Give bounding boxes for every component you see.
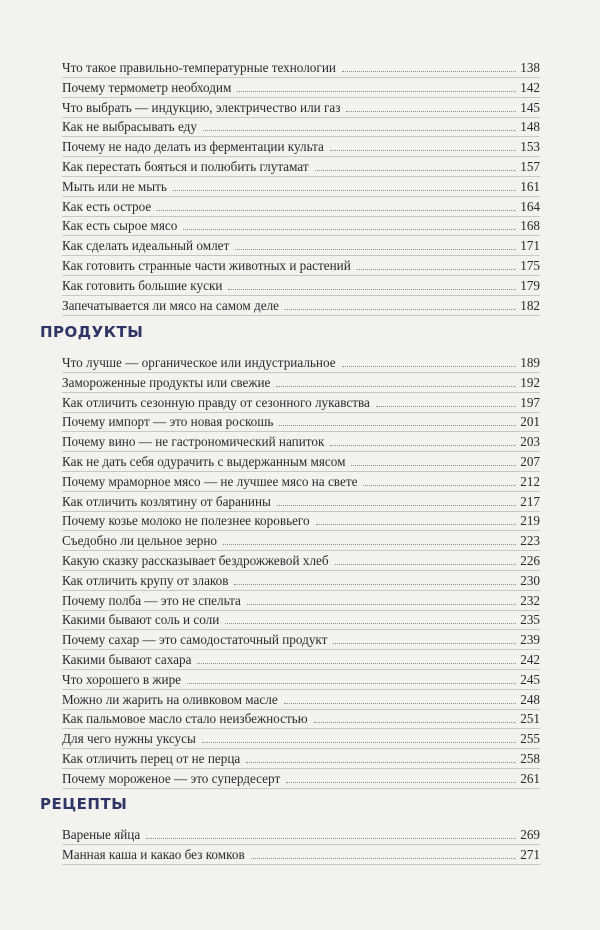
entry-title: Как пальмовое масло стало неизбежностью	[62, 711, 308, 727]
entry-title: Что выбрать — индукцию, электричество или газ	[62, 99, 341, 115]
entry-title: Какими бывают сахара	[62, 652, 192, 667]
toc-entry[interactable]	[62, 668, 540, 688]
page-number: 179	[520, 277, 540, 293]
dot-leader	[330, 445, 516, 446]
toc-entry[interactable]	[62, 294, 540, 314]
dot-leader	[235, 249, 516, 250]
entry-title: Как отличить крупу от злаков	[62, 572, 229, 588]
entry-title: Почему термометр необходим	[62, 79, 232, 95]
page-number: 261	[520, 770, 540, 786]
entry-title: Как перестать бояться и полюбить глутамат	[62, 159, 309, 174]
dot-leader	[363, 485, 516, 486]
entry-title: Как не дать себя одурачить с выдержанным мясом	[62, 454, 346, 469]
page-number: 235	[520, 612, 540, 628]
dot-leader	[251, 858, 517, 859]
toc-entry[interactable]	[62, 688, 540, 708]
entry-title: Какими бывают соль и соли	[62, 612, 220, 628]
page-number: 148	[520, 119, 540, 135]
toc-entry[interactable]	[62, 648, 540, 668]
dot-leader	[316, 524, 517, 525]
dot-leader	[246, 762, 516, 763]
toc-entry[interactable]	[62, 450, 540, 470]
entry-divider	[62, 788, 540, 789]
entry-title: Как готовить странные части животных и растений	[62, 258, 351, 273]
dot-leader	[342, 366, 517, 367]
dot-leader	[157, 210, 516, 211]
dot-leader	[357, 269, 516, 270]
toc-entry[interactable]	[62, 274, 540, 294]
toc-entry[interactable]	[62, 391, 540, 411]
entry-title: Почему полба — это не спельта	[62, 592, 241, 608]
toc-entry[interactable]	[62, 747, 540, 767]
page-number: 203	[520, 434, 540, 450]
entry-title: Как есть острое	[62, 198, 152, 214]
page-number: 219	[520, 513, 540, 529]
toc-entry[interactable]	[62, 195, 540, 215]
dot-leader	[315, 170, 517, 171]
toc-entry[interactable]	[62, 96, 540, 116]
toc-entry[interactable]	[62, 628, 540, 648]
page-number: 168	[520, 218, 540, 234]
page-number: 164	[520, 198, 540, 214]
entry-title: Мыть или не мыть	[62, 178, 167, 194]
entry-title: Почему козье молоко не полезнее коровьего	[62, 513, 310, 529]
page-number: 223	[520, 533, 540, 549]
dot-leader	[285, 309, 516, 310]
page-number: 217	[520, 493, 540, 509]
entry-title: Замороженные продукты или свежие	[62, 374, 271, 390]
dot-leader	[333, 643, 516, 644]
page-number: 142	[520, 79, 540, 95]
entry-title: Как отличить козлятину от баранины	[62, 493, 271, 509]
toc-entry[interactable]	[62, 430, 540, 450]
dot-leader	[376, 406, 516, 407]
toc-entry[interactable]	[62, 470, 540, 490]
entry-title: Как отличить перец от не перца	[62, 751, 241, 766]
entry-title: Вареные яйца	[62, 827, 141, 842]
page-number: 258	[520, 751, 540, 766]
dot-leader	[234, 584, 516, 585]
toc-entry[interactable]	[62, 767, 540, 787]
page-number: 171	[520, 238, 540, 254]
page-number: 239	[520, 632, 540, 648]
dot-leader	[284, 703, 517, 704]
dot-leader	[346, 111, 516, 112]
dot-leader	[173, 190, 516, 191]
entry-title: Что лучше — органическое или индустриальное	[62, 355, 336, 370]
entry-title: Для чего нужны уксусы	[62, 731, 196, 747]
entry-title: Как есть сырое мясо	[62, 218, 178, 234]
toc-entry[interactable]	[62, 155, 540, 175]
page-number: 201	[520, 414, 540, 430]
entry-title: Как готовить большие куски	[62, 277, 223, 293]
page-number: 245	[520, 671, 540, 687]
page-number: 230	[520, 572, 540, 588]
entry-title: Как отличить сезонную правду от сезонного лукавства	[62, 394, 370, 410]
toc-entry[interactable]	[62, 509, 540, 529]
entry-title: Как сделать идеальный омлет	[62, 238, 230, 254]
dot-leader	[203, 130, 516, 131]
dot-leader	[279, 425, 516, 426]
page-number: 269	[520, 827, 540, 842]
page-number: 232	[520, 592, 540, 608]
dot-leader	[197, 663, 516, 664]
entry-title: Почему сахар — это самодостаточный продукт	[62, 632, 328, 648]
page-number: 197	[520, 394, 540, 410]
page-number: 251	[520, 711, 540, 727]
entry-title: Почему вино — не гастрономический напиток	[62, 434, 325, 450]
dot-leader	[247, 604, 516, 605]
toc-entry[interactable]	[62, 254, 540, 274]
section-heading: ПРОДУКТЫ	[40, 323, 144, 341]
dot-leader	[146, 838, 516, 839]
page-number: 271	[520, 846, 540, 862]
toc-entry[interactable]	[62, 823, 540, 843]
entry-title: Что такое правильно-температурные технологии	[62, 60, 336, 75]
toc-entry[interactable]	[62, 608, 540, 628]
dot-leader	[225, 623, 516, 624]
dot-leader	[342, 71, 516, 72]
dot-leader	[202, 742, 516, 743]
entry-title: Почему мороженое — это супердесерт	[62, 770, 281, 786]
dot-leader	[286, 782, 516, 783]
dot-leader	[187, 683, 516, 684]
entry-title: Почему импорт — это новая роскошь	[62, 414, 274, 430]
page-number: 138	[520, 60, 540, 75]
dot-leader	[276, 386, 516, 387]
page-number: 242	[520, 652, 540, 667]
toc-entry[interactable]	[62, 490, 540, 510]
toc-entry[interactable]	[62, 727, 540, 747]
page-number: 248	[520, 691, 540, 707]
toc-entry[interactable]	[62, 135, 540, 155]
dot-leader	[228, 289, 516, 290]
toc-entry[interactable]	[62, 175, 540, 195]
toc-entry[interactable]	[62, 76, 540, 96]
page-number: 153	[520, 139, 540, 155]
toc-entry[interactable]	[62, 234, 540, 254]
dot-leader	[183, 229, 516, 230]
page-number: 175	[520, 258, 540, 273]
toc-entry[interactable]	[62, 371, 540, 391]
toc-entry[interactable]	[62, 410, 540, 430]
toc-entry[interactable]	[62, 214, 540, 234]
dot-leader	[335, 564, 517, 565]
page-number: 192	[520, 374, 540, 390]
dot-leader	[351, 465, 516, 466]
dot-leader	[330, 150, 516, 151]
toc-entry[interactable]	[62, 589, 540, 609]
toc-entry[interactable]	[62, 549, 540, 569]
page-number: 207	[520, 454, 540, 469]
page-number: 157	[520, 159, 540, 174]
entry-title: Съедобно ли цельное зерно	[62, 533, 217, 549]
entry-title: Какую сказку рассказывает бездрожжевой хлеб	[62, 553, 329, 568]
toc-entry[interactable]	[62, 115, 540, 135]
entry-title: Запечатывается ли мясо на самом деле	[62, 297, 280, 313]
toc-entry[interactable]	[62, 569, 540, 589]
page-number: 182	[520, 297, 540, 313]
page-number: 161	[520, 178, 540, 194]
section-heading: РЕЦЕПТЫ	[40, 795, 128, 813]
toc-entry[interactable]	[62, 56, 540, 76]
page-number: 226	[520, 553, 540, 568]
entry-title: Манная каша и какао без комков	[62, 846, 245, 862]
toc-entry[interactable]	[62, 843, 540, 863]
toc-entry[interactable]	[62, 707, 540, 727]
entry-title: Почему мраморное мясо — не лучшее мясо на свете	[62, 473, 358, 489]
page-number: 212	[520, 473, 540, 489]
page-number: 255	[520, 731, 540, 747]
dot-leader	[314, 722, 517, 723]
page-number: 145	[520, 99, 540, 115]
toc-entry[interactable]	[62, 351, 540, 371]
dot-leader	[237, 91, 516, 92]
entry-title: Почему не надо делать из ферментации культа	[62, 139, 324, 155]
page-number: 189	[520, 355, 540, 370]
dot-leader	[277, 505, 516, 506]
entry-title: Можно ли жарить на оливковом масле	[62, 691, 278, 707]
entry-divider	[62, 864, 540, 865]
entry-title: Что хорошего в жире	[62, 671, 182, 687]
toc-entry[interactable]	[62, 529, 540, 549]
entry-divider	[62, 315, 540, 316]
entry-title: Как не выбрасывать еду	[62, 119, 197, 135]
dot-leader	[223, 544, 516, 545]
